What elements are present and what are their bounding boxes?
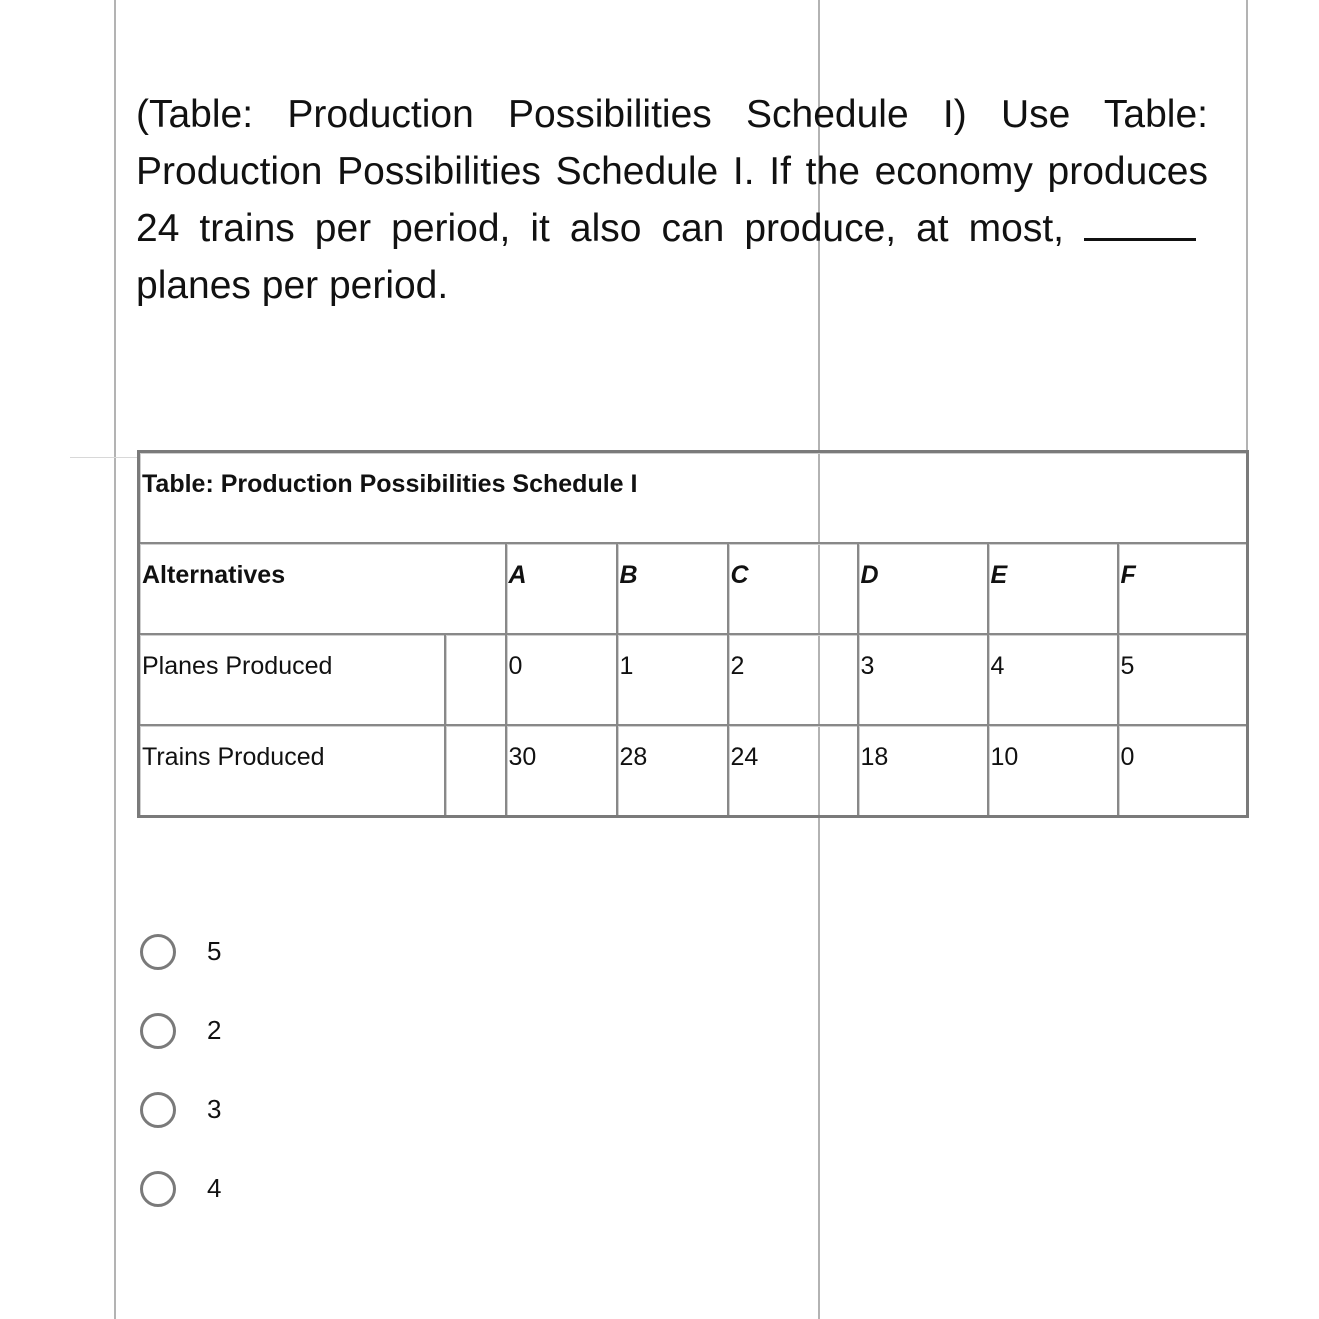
alternative-label: F — [1120, 561, 1136, 589]
value-cell — [1118, 634, 1248, 725]
alternative-label: B — [619, 561, 638, 589]
table-caption-row — [139, 452, 1248, 544]
value-cell — [506, 634, 617, 725]
trains-value-b: 28 — [619, 743, 648, 771]
alternative-label: C — [730, 561, 749, 589]
planes-value-d: 3 — [860, 652, 875, 680]
value-cell — [858, 634, 988, 725]
left-margin-line — [114, 0, 116, 1319]
header-cell-c — [728, 543, 858, 634]
planes-value-a: 0 — [508, 652, 523, 680]
header-cell-a — [506, 543, 617, 634]
table-caption-cell — [139, 452, 1248, 544]
header-cell-e — [988, 543, 1118, 634]
radio-button[interactable] — [140, 1092, 176, 1128]
trains-value-f: 0 — [1120, 743, 1135, 771]
question-stem: (Table: Production Possibilities Schedule I) Use Table: Production Possibilities Schedule I. If the economy produces 24 trains per period, it also can produce, at most, — [136, 93, 1208, 250]
alternative-label: A — [508, 561, 527, 589]
planes-value-e: 4 — [990, 652, 1005, 680]
planes-value-c: 2 — [730, 652, 745, 680]
row-label: Planes Produced — [142, 652, 333, 680]
value-cell — [858, 725, 988, 817]
question-stem-end: planes per period. — [136, 264, 449, 307]
radio-button[interactable] — [140, 934, 176, 970]
option-label[interactable]: 5 — [207, 936, 222, 966]
row-label-cell — [139, 634, 445, 725]
value-cell — [617, 725, 728, 817]
value-cell — [728, 634, 858, 725]
empty-cell — [445, 725, 506, 817]
answer-option[interactable] — [140, 931, 221, 972]
trains-value-a: 30 — [508, 743, 537, 771]
trains-value-d: 18 — [860, 743, 889, 771]
table-row-planes — [139, 634, 1248, 725]
table-row-trains — [139, 725, 1248, 817]
planes-value-b: 1 — [619, 652, 634, 680]
right-margin-line — [1246, 0, 1248, 460]
header-cell-f — [1118, 543, 1248, 634]
value-cell — [506, 725, 617, 817]
value-cell — [617, 634, 728, 725]
answer-option[interactable] — [140, 1089, 221, 1130]
header-cell-b — [617, 543, 728, 634]
question-text — [136, 86, 1208, 314]
value-cell — [1118, 725, 1248, 817]
value-cell — [728, 725, 858, 817]
row-label: Trains Produced — [142, 743, 325, 771]
radio-button[interactable] — [140, 1171, 176, 1207]
planes-value-f: 5 — [1120, 652, 1135, 680]
option-label[interactable]: 4 — [207, 1173, 222, 1203]
trains-value-e: 10 — [990, 743, 1019, 771]
trains-value-c: 24 — [730, 743, 759, 771]
table-caption: Table: Production Possibilities Schedule I — [142, 470, 638, 498]
header-label: Alternatives — [142, 561, 286, 589]
table-guide-line — [70, 457, 140, 458]
header-label-cell — [139, 543, 506, 634]
answer-option[interactable] — [140, 1168, 221, 1209]
row-label-cell — [139, 725, 445, 817]
table-header-row — [139, 543, 1248, 634]
empty-cell — [445, 634, 506, 725]
answer-option[interactable] — [140, 1010, 221, 1051]
value-cell — [988, 634, 1118, 725]
answer-blank — [1084, 208, 1196, 241]
answer-options — [140, 931, 221, 1247]
radio-button[interactable] — [140, 1013, 176, 1049]
alternative-label: E — [990, 561, 1008, 589]
production-possibilities-table — [137, 450, 1249, 818]
header-cell-d — [858, 543, 988, 634]
option-label[interactable]: 2 — [207, 1015, 222, 1045]
alternative-label: D — [860, 561, 879, 589]
option-label[interactable]: 3 — [207, 1094, 222, 1124]
value-cell — [988, 725, 1118, 817]
